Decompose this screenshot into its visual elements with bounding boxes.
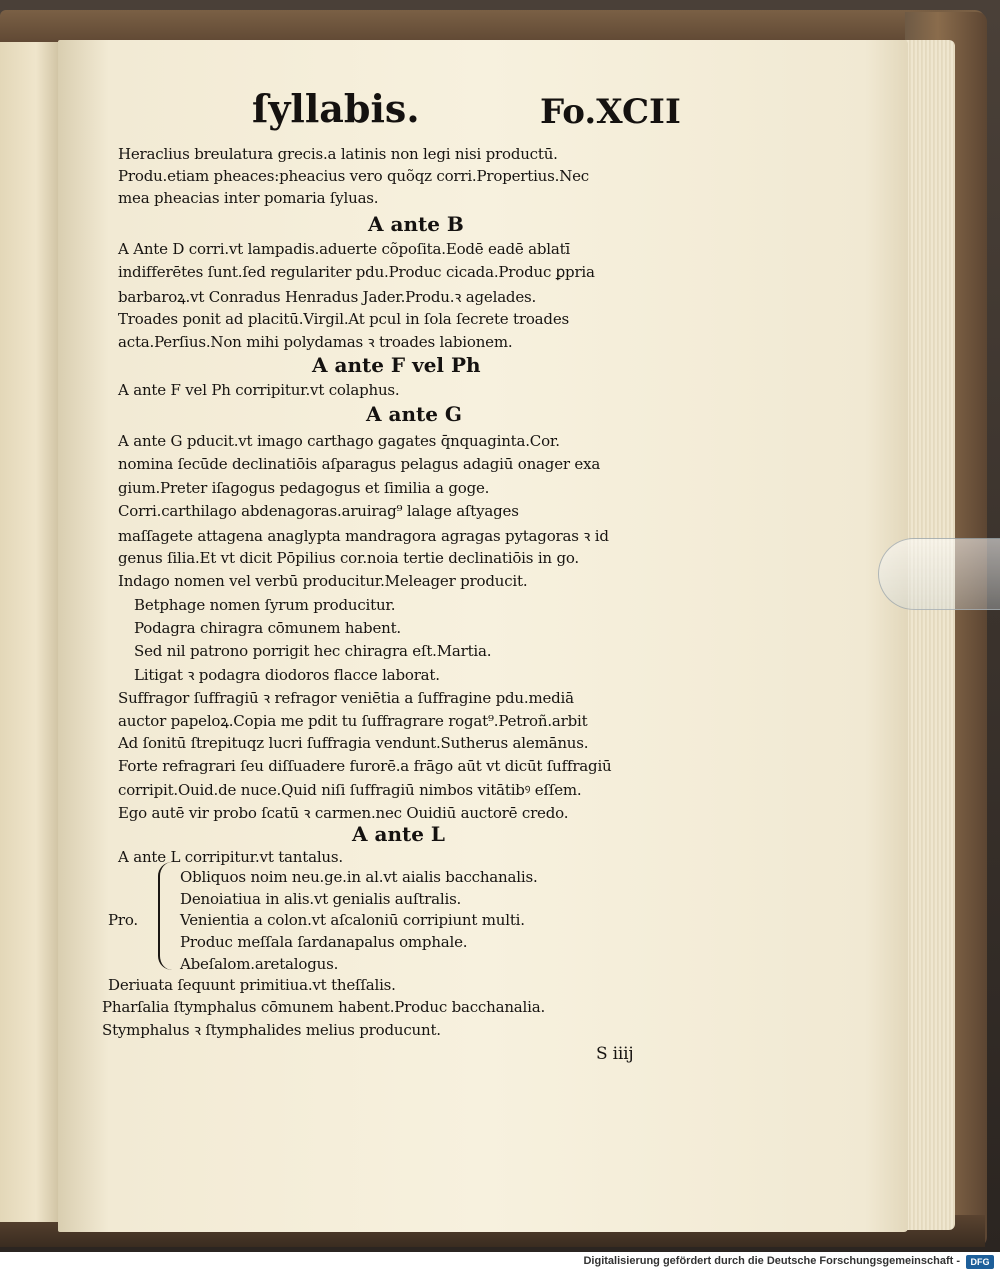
facing-page-fragment — [0, 42, 60, 1222]
text-line: A Ante D corri.vt lampadis.aduerte cõpoſita.Eodē eadē ablatī — [118, 240, 571, 258]
text-line: Indago nomen vel verbū producitur.Meleager producit. — [118, 572, 528, 590]
indented-line: Produc meſſala ſardanapalus omphale. — [180, 933, 468, 951]
text-line: indifferētes ſunt.ſed regulariter pdu.Produc cicada.Produc ꝑpria — [118, 263, 595, 281]
verse-line: Podagra chiragra cōmunem habent. — [134, 619, 401, 637]
indented-line: Abeſalom.aretalogus. — [180, 955, 339, 973]
text-line: Stymphalus ꝛ ſtymphalides melius producunt. — [102, 1021, 441, 1039]
text-line: Forte refragrari ſeu diſſuadere furorē.a frāgo aūt vt dicūt ſuffragiū — [118, 757, 612, 775]
text-line: nomina ſecūde declinatiōis aſparagus pelagus adagiū onager exa — [118, 455, 601, 473]
text-line: Produ.etiam pheaces:pheacius vero quõqz corri.Propertius.Nec — [118, 167, 590, 185]
text-line: corripit.Ouid.de nuce.Quid niſi ſuffragiū nimbos vitātibꝰ eſſem. — [118, 781, 582, 799]
text-line: Ad ſonitū ſtrepituqz lucri ſuffragia vendunt.Sutherus alemānus. — [118, 734, 589, 752]
text-line: maſſagete attagena anaglypta mandragora agragas pytagoras ꝛ id — [118, 527, 609, 545]
running-head-folio: Fo.XCII — [540, 92, 681, 132]
footer-bar — [0, 1252, 1000, 1273]
section-heading: A ante G — [366, 402, 462, 426]
verse-line: Sed nil patrono porrigit hec chiragra eſt.Martia. — [134, 642, 492, 660]
funding-notice: Digitalisierung gefördert durch die Deutsche Forschungsgemeinschaft - — [583, 1255, 960, 1267]
indented-line: Denoiatiua in alis.vt genialis auſtralis. — [180, 890, 462, 908]
text-line: A ante G pducit.vt imago carthago gagates q̄nquaginta.Cor. — [118, 432, 560, 450]
text-line: acta.Perſius.Non mihi polydamas ꝛ troades labionem. — [118, 333, 513, 351]
signature-mark: S iiij — [596, 1044, 634, 1064]
text-line: gium.Preter iſagogus pedagogus et ſimilia a goge. — [118, 479, 490, 497]
text-line: Pharſalia ſtymphalus cōmunem habent.Produc bacchanalia. — [102, 998, 546, 1016]
plastic-page-clip — [878, 538, 1000, 610]
dfg-logo: DFG — [966, 1255, 994, 1269]
text-line: genus ſilia.Et vt dicit Pōpilius cor.noia tertie declinatiōis in go. — [118, 549, 580, 567]
verse-line: Betphage nomen ſyrum producitur. — [134, 596, 396, 614]
indented-line: Venientia a colon.vt aſcaloniū corripiunt multi. — [180, 911, 525, 929]
verse-line: Litigat ꝛ podagra diodoros flacce laborat. — [134, 666, 440, 684]
text-line: A ante F vel Ph corripitur.vt colaphus. — [118, 381, 400, 399]
running-head-left: ſyllabis. — [252, 86, 420, 131]
text-line: Heraclius breulatura grecis.a latinis non legi nisi productū. — [118, 145, 558, 163]
section-heading: A ante B — [368, 212, 464, 236]
text-line: A ante L corripitur.vt tantalus. — [118, 848, 343, 866]
section-heading: A ante L — [352, 822, 445, 846]
margin-label: Pro. — [108, 911, 138, 929]
text-line: Deriuata ſequunt primitiua.vt theſſalis. — [108, 976, 396, 994]
text-line: Troades ponit ad placitū.Virgil.At pcul in ſola ſecrete troades — [118, 310, 570, 328]
text-line: barbaroꝝ.vt Conradus Henradus Jader.Produ.ꝛ agelades. — [118, 288, 537, 306]
text-line: mea pheacias inter pomaria ſyluas. — [118, 189, 379, 207]
text-line: Ego autē vir probo ſcatū ꝛ carmen.nec Ouidiū auctorē credo. — [118, 804, 569, 822]
section-heading: A ante F vel Ph — [312, 353, 481, 377]
brace-mark — [158, 862, 174, 970]
indented-line: Obliquos noim neu.ge.in al.vt aialis bacchanalis. — [180, 868, 538, 886]
text-line: Corri.carthilago abdenagoras.aruirag⁹ lalage aſtyages — [118, 502, 519, 520]
text-line: Suffragor ſuffragiū ꝛ refragor veniētia a ſuffragine pdu.mediā — [118, 689, 574, 707]
text-line: auctor papeloꝝ.Copia me pdit tu ſuffragrare rogat⁹.Petroñ.arbit — [118, 712, 588, 730]
